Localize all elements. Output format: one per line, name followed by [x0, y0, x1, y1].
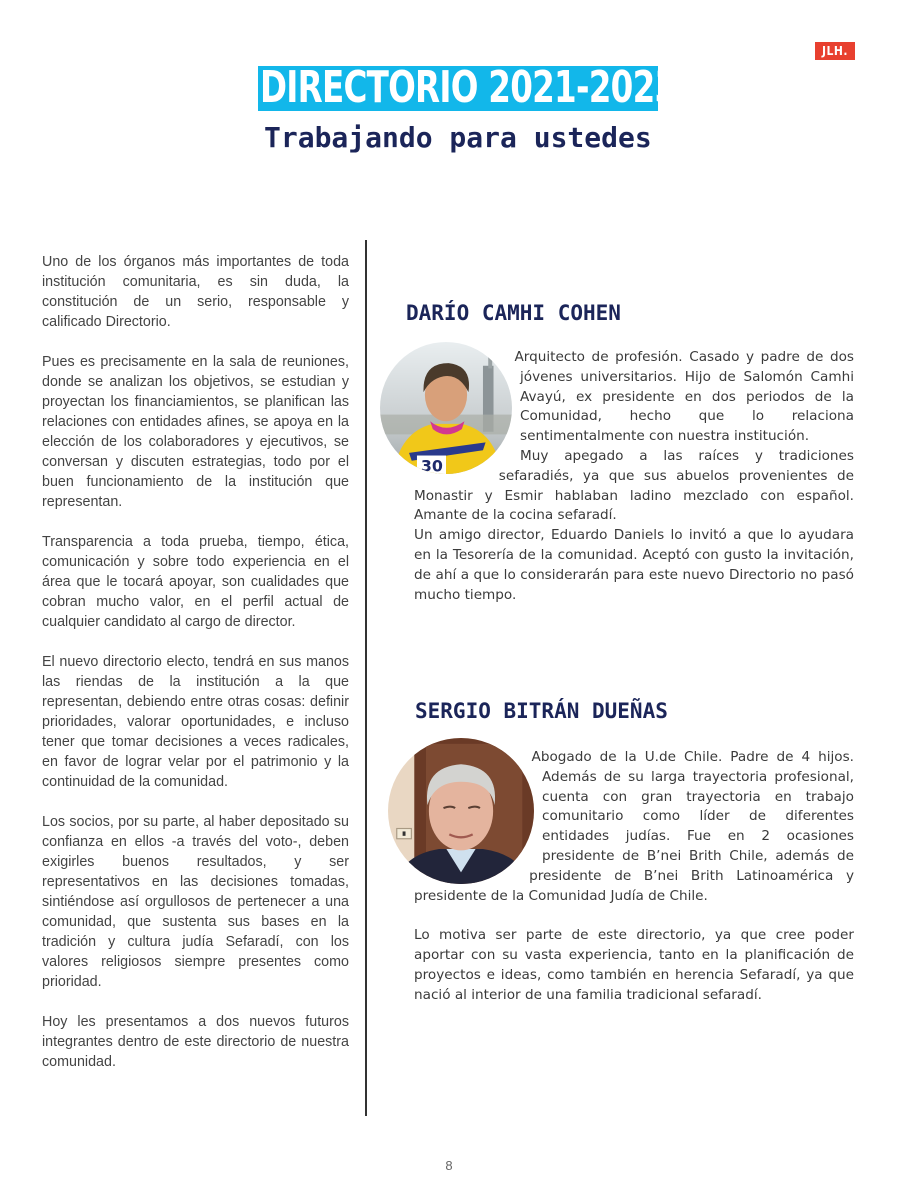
brand-badge: JLH. — [815, 42, 855, 60]
portrait-photo-icon — [388, 738, 534, 884]
bio-paragraph: Abogado de la U.de Chile. Padre de 4 hijos. Además de su larga trayectoria profesional, cuenta con gran trayectoria en trabajo comunitario como líder de diferentes entidades judías. Fue en 2 ocasiones presidente de B’nei Brith Chile, además de presidente de B’nei Brith Latinoamérica y presidente de la Comunidad Judía de Chile. — [414, 749, 854, 904]
page-title: DIRECTORIO 2021-2023 — [260, 62, 677, 113]
intro-paragraph: Transparencia a toda prueba, tiempo, ética, comunicación y sobre todo experiencia en el área que le tocará apoyar, son cualidades que cobran mucho valor, en el perfil actual de cualquier candidato al cargo de director. — [42, 534, 349, 630]
intro-paragraph: Pues es precisamente en la sala de reuniones, donde se analizan los objetivos, se estudian y proyectan los financiamientos, se planifican las relaciones con entidades afines, se apoya en la elección de los colaboradores y ejecutivos, se conversan y discuten estrategias, todo por el buen funcionamiento de la institución que representan. — [42, 354, 349, 510]
page-subtitle: Trabajando para ustedes — [264, 121, 652, 154]
member-name: SERGIO BITRÁN DUEÑAS — [415, 699, 668, 723]
intro-column — [42, 252, 349, 1092]
bio-paragraph: Un amigo director, Eduardo Daniels lo invitó a que lo ayudara en la Tesorería de la comunidad. Aceptó con gusto la invitación, de ahí a que lo considerarán para este nuevo Directorio no pasó mucho tiempo. — [414, 527, 854, 603]
member-name: DARÍO CAMHI COHEN — [406, 301, 621, 325]
column-divider — [365, 240, 367, 1116]
intro-paragraph: Hoy les presentamos a dos nuevos futuros integrantes dentro de este directorio de nuestra comunidad. — [42, 1014, 349, 1070]
bio-paragraph: Arquitecto de profesión. Casado y padre de dos jóvenes universitarios. Hijo de Salomón Camhi Avayú, ex presidente en dos periodos de la Comunidad, hecho que lo relaciona sentimentalmente con nuestra institución. — [514, 349, 854, 445]
bio-paragraph: Muy apegado a las raíces y tradiciones sefaradiés, ya que sus abuelos provenientes de Monastir y Esmir hablaban ladino mezclado con español. Amante de la cocina sefaradí. — [414, 447, 854, 524]
intro-paragraph: El nuevo directorio electo, tendrá en sus manos las riendas de la institución a la que representan, debiendo entre otras cosas: definir prioridades, valorar oportunidades, e incluso tener que tomar decisiones a veces radicales, en favor de lograr velar por el patrimonio y la continuidad de la comunidad. — [42, 654, 349, 790]
page-number: 8 — [445, 1158, 453, 1173]
member-bio — [414, 348, 854, 605]
intro-paragraph: Uno de los órganos más importantes de toda institución comunitaria, es sin duda, la constitución de un serio, responsable y calificado Directorio. — [42, 254, 349, 330]
member-bio — [414, 748, 854, 1005]
portrait-photo-icon — [380, 342, 512, 474]
svg-text:30: 30 — [420, 456, 443, 474]
intro-paragraph: Los socios, por su parte, al haber depositado su confianza en ellos -a través del voto-, deben exigirles buenos resultados, y ser representativos en las decisiones tomadas, sintiéndose así orgullosos de pertenecer a una comunidad, que sustenta sus bases en la tradición y cultura judía Sefaradí, con los valores religiosos siempre presentes como prioridad. — [42, 814, 349, 990]
bio-paragraph: Lo motiva ser parte de este directorio, ya que cree poder aportar con su vasta experiencia, tanto en la planificación de proyectos e ideas, como también en herencia Sefaradí, ya que nació al interior de una familia tradicional sefaradí. — [414, 927, 854, 1003]
